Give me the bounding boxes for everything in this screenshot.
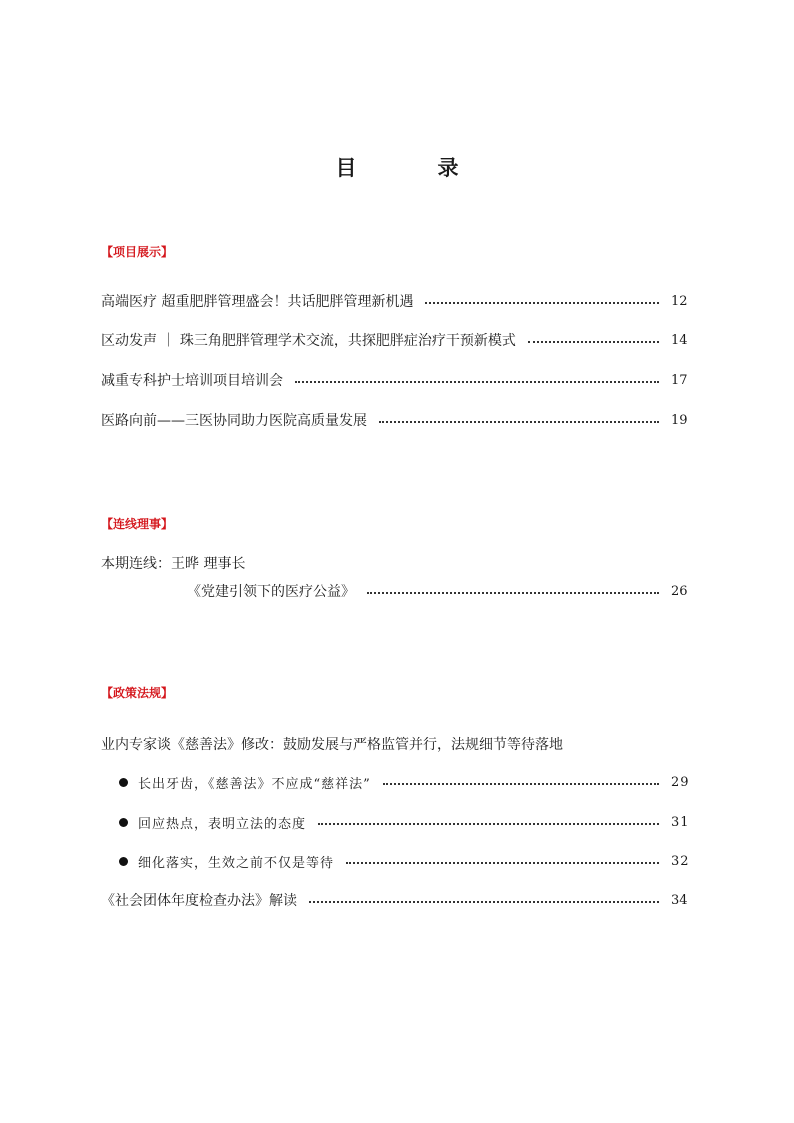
toc-entry-page: 12 [671,293,688,309]
section-label-policy: 【政策法规】 [101,686,174,700]
toc-entry[interactable] [101,890,687,910]
toc-entry-page: 19 [671,412,688,428]
bullet-icon [119,857,128,866]
toc-bullet-entry[interactable] [119,772,690,792]
dot-leader [425,302,659,304]
toc-entry-title: 细化落实，生效之前不仅是等待 [138,855,335,871]
toc-entry-page: 31 [671,814,690,830]
toc-entry[interactable] [101,410,687,430]
toc-entry[interactable] [101,370,687,390]
dot-leader [383,783,659,785]
toc-entry[interactable] [101,291,687,311]
dot-leader [309,901,659,903]
toc-bullet-entry[interactable] [119,851,690,871]
toc-entry-page: 26 [671,583,688,599]
dot-leader [379,421,659,423]
toc-entry-title: 医路向前——三医协同助力医院高质量发展 [101,413,367,429]
dot-leader [528,341,659,343]
dot-leader [318,823,659,825]
toc-entry-page: 34 [671,892,688,908]
toc-entry-page: 14 [671,332,688,348]
toc-title: 目 录 [335,156,489,180]
bullet-icon [119,778,128,787]
dot-leader [367,592,659,594]
dot-leader [346,862,659,864]
toc-entry-title: 区动发声 ｜ 珠三角肥胖管理学术交流，共探肥胖症治疗干预新模式 [101,333,516,349]
toc-entry[interactable] [101,330,687,350]
toc-entry-title: 《党建引领下的医疗公益》 [187,584,355,600]
section-label-council: 【连线理事】 [101,517,174,531]
toc-entry-title: 高端医疗 超重肥胖管理盛会！共话肥胖管理新机遇 [101,294,414,310]
toc-entry-page: 32 [671,853,690,869]
toc-entry-page: 29 [671,774,690,790]
section-intro: 业内专家谈《慈善法》修改：鼓励发展与严格监管并行，法规细节等待落地 [101,737,563,753]
toc-entry-title: 长出牙齿，《慈善法》不应成“慈祥法” [138,776,371,792]
dot-leader [295,381,659,383]
toc-entry-title: 减重专科护士培训项目培训会 [101,373,283,389]
toc-entry-page: 17 [671,372,688,388]
toc-entry[interactable] [187,581,687,601]
bullet-icon [119,818,128,827]
section-intro: 本期连线：王晔 理事长 [101,556,246,572]
toc-entry-title: 《社会团体年度检查办法》解读 [101,893,297,909]
toc-entry-title: 回应热点，表明立法的态度 [138,816,307,832]
section-label-projects: 【项目展示】 [101,245,174,259]
toc-bullet-entry[interactable] [119,812,690,832]
